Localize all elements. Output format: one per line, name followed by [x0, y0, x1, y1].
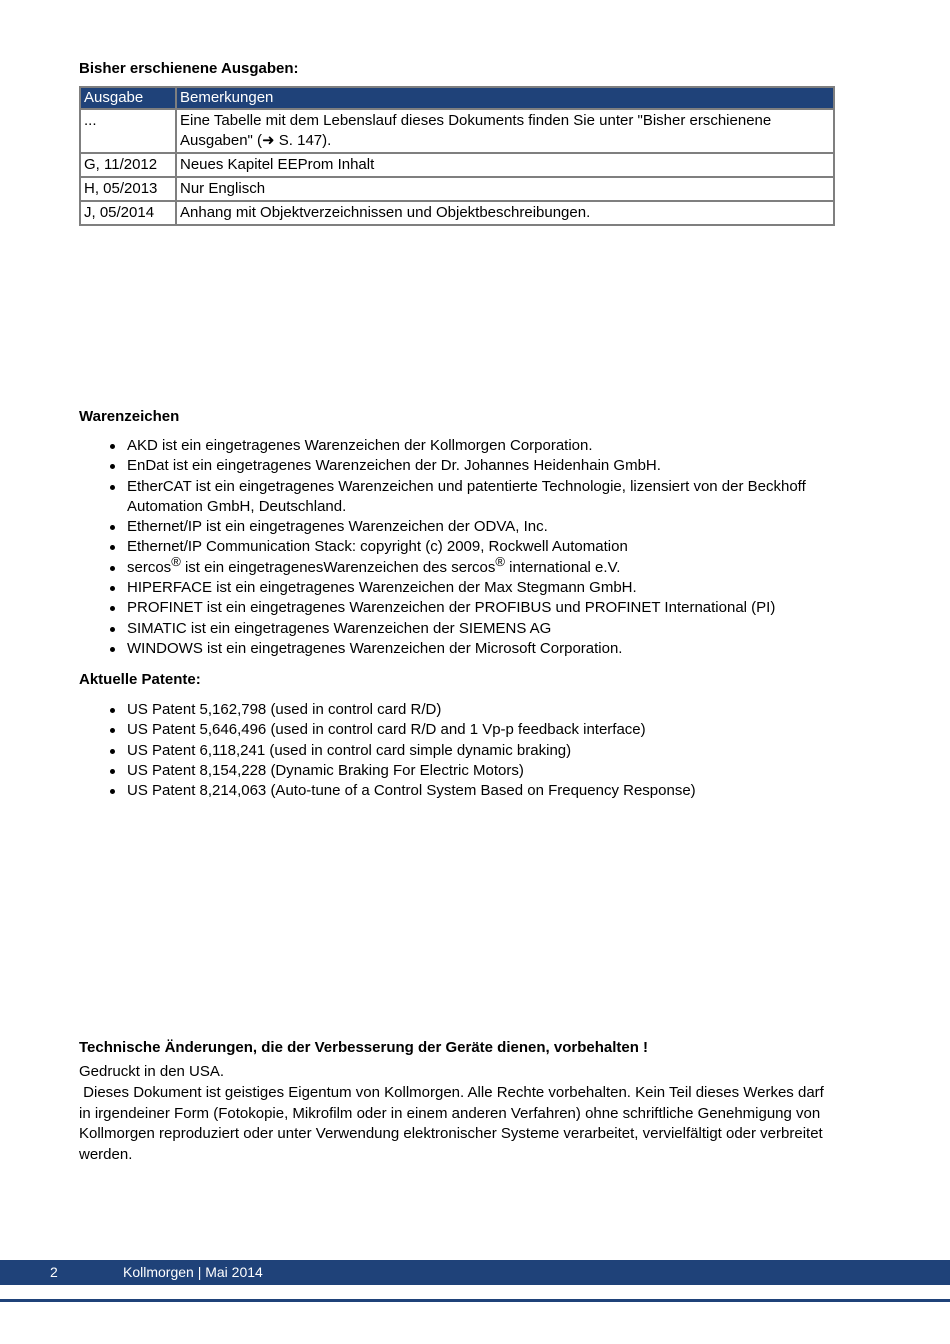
list-item: US Patent 5,162,798 (used in control card R/D) [127, 700, 837, 720]
column-header-ausgabe: Ausgabe [80, 87, 176, 109]
table-row [80, 109, 834, 153]
list-item: Ethernet/IP Communication Stack: copyright (c) 2009, Rockwell Automation [127, 537, 837, 557]
cell-remark: Nur Englisch [176, 177, 834, 201]
list-item: EtherCAT ist ein eingetragenes Warenzeichen und patentierte Technologie, lizensiert von der Beckhoff Automation GmbH, Deutschland. [127, 477, 837, 518]
sercos-text: ist ein eingetragenesWarenzeichen des sercos [180, 558, 496, 576]
cell-edition: ... [80, 109, 176, 153]
notice-heading: Technische Änderungen, die der Verbesserung der Geräte dienen, vorbehalten ! [79, 1039, 649, 1056]
trademarks-list [79, 436, 837, 659]
table-row [80, 177, 834, 201]
list-item: Ethernet/IP ist ein eingetragenes Warenzeichen der ODVA, Inc. [127, 517, 837, 537]
list-item: PROFINET ist ein eingetragenes Warenzeichen der PROFIBUS und PROFINET International (PI) [127, 598, 837, 618]
trademarks-heading: Warenzeichen [79, 408, 180, 425]
editions-heading: Bisher erschienene Ausgaben: [79, 60, 299, 77]
list-item: AKD ist ein eingetragenes Warenzeichen der Kollmorgen Corporation. [127, 436, 837, 456]
cell-remark: Neues Kapitel EEProm Inhalt [176, 153, 834, 177]
cell-remark: Eine Tabelle mit dem Lebenslauf dieses Dokuments finden Sie unter "Bisher erschienene Ausgaben" (➜ S. 147). [176, 109, 834, 153]
list-item: SIMATIC ist ein eingetragenes Warenzeichen der SIEMENS AG [127, 619, 837, 639]
list-item: US Patent 8,214,063 (Auto-tune of a Control System Based on Frequency Response) [127, 781, 837, 801]
patents-list [79, 700, 837, 801]
cell-edition: H, 05/2013 [80, 177, 176, 201]
list-item: US Patent 8,154,228 (Dynamic Braking For Electric Motors) [127, 761, 837, 781]
list-item: WINDOWS ist ein eingetragenes Warenzeichen der Microsoft Corporation. [127, 639, 837, 659]
printed-note: Gedruckt in den USA. [79, 1063, 225, 1080]
list-item-sercos [127, 553, 837, 578]
table-header-row [80, 87, 834, 109]
list-item: HIPERFACE ist ein eingetragenes Warenzeichen der Max Stegmann GmbH. [127, 578, 837, 598]
list-item: US Patent 6,118,241 (used in control card simple dynamic braking) [127, 741, 837, 761]
table-row [80, 153, 834, 177]
editions-table [79, 86, 835, 226]
patents-heading: Aktuelle Patente: [79, 671, 201, 688]
copyright-text: Dieses Dokument ist geistiges Eigentum von Kollmorgen. Alle Rechte vorbehalten. Kein Teil dieses Werkes darf in irgendeiner Form (Fotokopie, Mikrofilm oder in einem anderen Verfahren) ohne schriftliche Genehmigung von Kollmorgen reproduziert oder unter Verwendung elektronischer Systeme verarbeitet, vervielfältigt oder verbreitet werden. [79, 1084, 828, 1163]
registered-mark: ® [171, 553, 181, 569]
cell-remark: Anhang mit Objektverzeichnissen und Objektbeschreibungen. [176, 201, 834, 225]
cell-edition: G, 11/2012 [80, 153, 176, 177]
list-item: EnDat ist ein eingetragenes Warenzeichen der Dr. Johannes Heidenhain GmbH. [127, 456, 837, 476]
page-number: 2 [50, 1264, 58, 1280]
registered-mark: ® [495, 553, 505, 569]
column-header-bemerkungen: Bemerkungen [176, 87, 834, 109]
sercos-text: international e.V. [505, 558, 621, 576]
cell-edition: J, 05/2014 [80, 201, 176, 225]
table-row [80, 201, 834, 225]
sercos-text: sercos [127, 558, 172, 576]
list-item: US Patent 5,646,496 (used in control card R/D and 1 Vp-p feedback interface) [127, 720, 837, 740]
footer-rule [0, 1299, 950, 1302]
page-footer [0, 1260, 950, 1285]
footer-text: Kollmorgen | Mai 2014 [123, 1264, 263, 1280]
